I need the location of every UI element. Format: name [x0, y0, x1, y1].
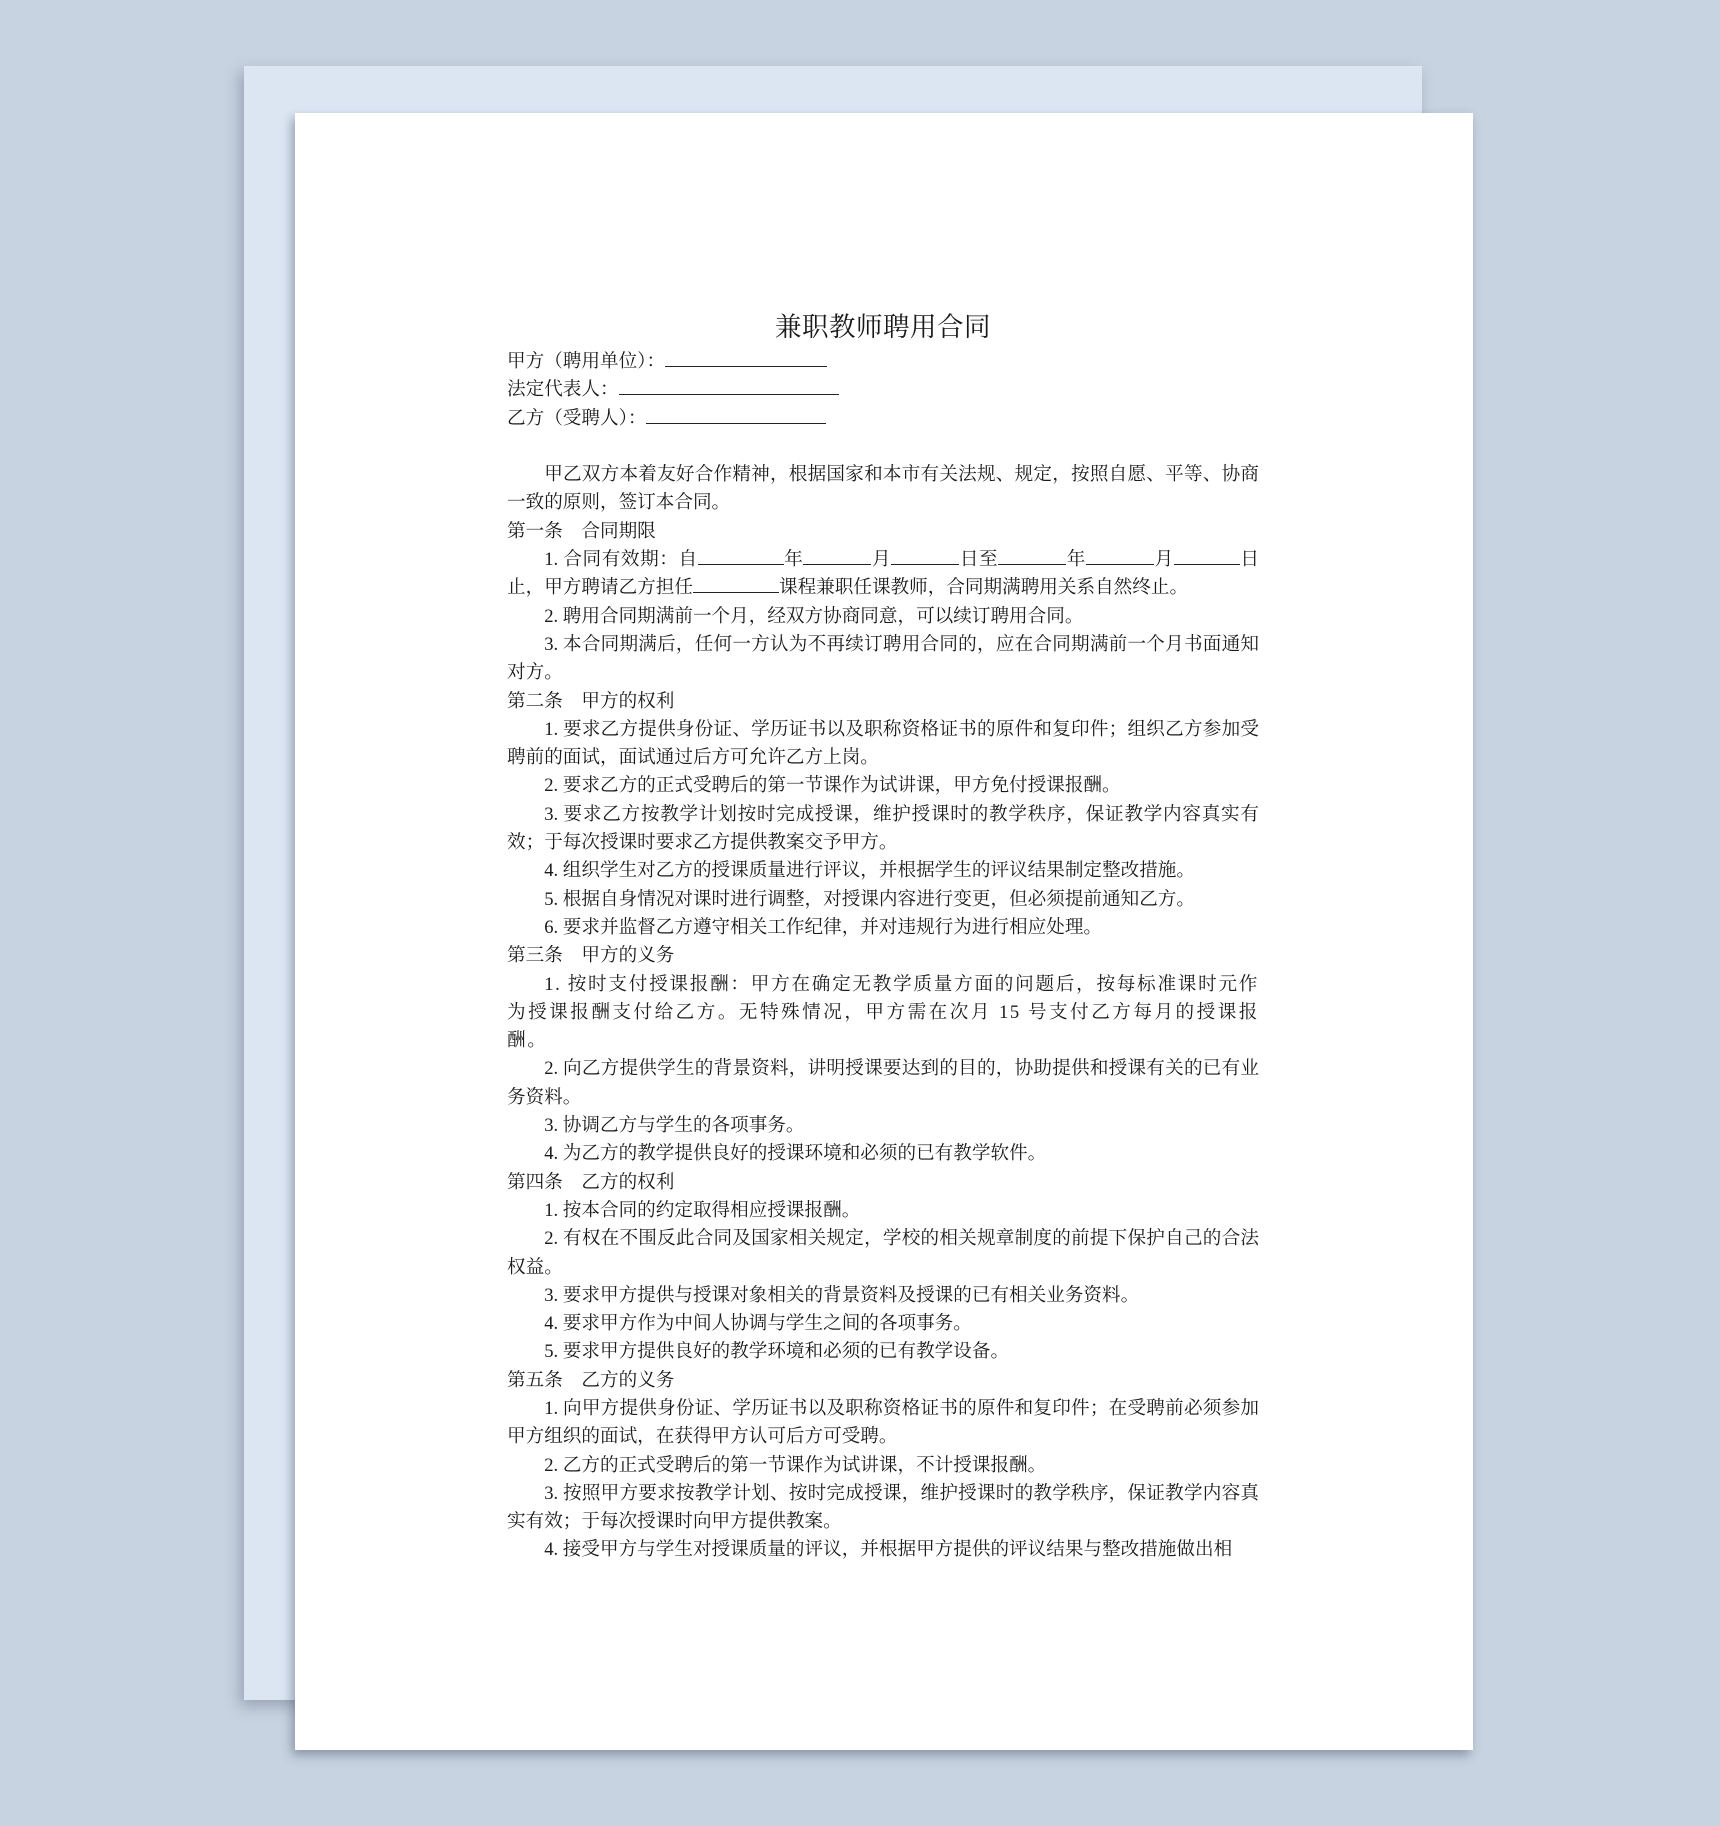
article-1-item-3: 3. 本合同期满后，任何一方认为不再续订聘用合同的，应在合同期满前一个月书面通知对方。 — [507, 633, 1259, 684]
start-year-blank[interactable] — [698, 546, 784, 565]
article-2-item-3: 3. 要求乙方按教学计划按时完成授课，维护授课时的教学秩序，保证教学内容真实有效；于每次授课时要求乙方提供教案交予甲方。 — [507, 803, 1259, 854]
month-label: 月 — [1153, 549, 1174, 571]
document-title: 兼职教师聘用合同 — [775, 312, 991, 342]
day-end-label: 日止， — [507, 549, 1259, 599]
article-4-item-3: 3. 要求甲方提供与授课对象相关的背景资料及授课的已有相关业务资料。 — [544, 1284, 1140, 1306]
article-1-heading: 第一条 合同期限 — [507, 520, 656, 542]
term-prefix: 1. 合同有效期：自 — [544, 549, 698, 571]
year-label: 年 — [1066, 549, 1086, 571]
day-to-label: 日至 — [959, 549, 999, 571]
legal-rep-blank[interactable] — [619, 376, 839, 395]
legal-rep-label: 法定代表人： — [507, 379, 619, 401]
party-a-label: 甲方（聘用单位）： — [507, 351, 666, 372]
article-5-item-4: 4. 接受甲方与学生对授课质量的评议，并根据甲方提供的评议结果与整改措施做出相 — [544, 1539, 1233, 1561]
party-b-blank[interactable] — [646, 405, 826, 424]
article-2-item-6: 6. 要求并监督乙方遵守相关工作纪律，并对违规行为进行相应处理。 — [544, 916, 1103, 938]
article-3-item-1: 1. 按时支付授课报酬：甲方在确定无教学质量方面的问题后，按每标准课时元作为授课报酬支付给乙方。无特殊情况，甲方需在次月 15 号支付乙方每月的授课报酬。 — [507, 973, 1259, 1052]
start-month-blank[interactable] — [803, 546, 871, 565]
article-1-item-2: 2. 聘用合同期满前一个月，经双方协商同意，可以续订聘用合同。 — [544, 605, 1084, 627]
article-5-item-2: 2. 乙方的正式受聘后的第一节课作为试讲课，不计授课报酬。 — [544, 1454, 1047, 1476]
article-2-item-4: 4. 组织学生对乙方的授课质量进行评议，并根据学生的评议结果制定整改措施。 — [544, 860, 1195, 882]
article-4-item-5: 5. 要求甲方提供良好的教学环境和必须的已有教学设备。 — [544, 1341, 1010, 1363]
article-3-item-2: 2. 向乙方提供学生的背景资料，讲明授课要达到的目的，协助提供和授课有关的已有业务资料。 — [507, 1058, 1259, 1108]
party-a-blank[interactable] — [665, 348, 827, 367]
article-5-item-3: 3. 按照甲方要求按教学计划、按时完成授课，维护授课时的教学秩序，保证教学内容真实有效；于每次授课时向甲方提供教案。 — [507, 1482, 1259, 1533]
article-2-item-1: 1. 要求乙方提供身份证、学历证书以及职称资格证书的原件和复印件；组织乙方参加受聘前的面试，面试通过后方可允许乙方上岗。 — [507, 718, 1259, 769]
contract-document — [507, 309, 1259, 1565]
end-year-blank[interactable] — [998, 546, 1066, 565]
article-4-heading: 第四条 乙方的权利 — [507, 1171, 675, 1193]
course-suffix: 课程兼职任课教师，合同期满聘用关系自然终止。 — [778, 577, 1189, 599]
article-5-item-1: 1. 向甲方提供身份证、学历证书以及职称资格证书的原件和复印件；在受聘前必须参加甲方组织的面试，在获得甲方认可后方可受聘。 — [507, 1397, 1259, 1448]
spacer — [507, 433, 1259, 461]
course-prefix: 甲方聘请乙方担任 — [544, 577, 693, 599]
article-3-heading: 第三条 甲方的义务 — [507, 945, 675, 967]
article-4-item-2: 2. 有权在不围反此合同及国家相关规定，学校的相关规章制度的前提下保护自己的合法权益。 — [507, 1228, 1259, 1278]
article-5-heading: 第五条 乙方的义务 — [507, 1369, 675, 1391]
legal-rep-field — [507, 376, 1259, 404]
article-2-heading: 第二条 甲方的权利 — [507, 690, 675, 712]
end-day-blank[interactable] — [1174, 546, 1240, 565]
start-day-blank[interactable] — [891, 546, 959, 565]
year-label: 年 — [783, 549, 804, 571]
front-page-sheet — [295, 113, 1473, 1750]
article-2-item-2: 2. 要求乙方的正式受聘后的第一节课作为试讲课，甲方免付授课报酬。 — [544, 775, 1121, 797]
article-3-item-3: 3. 协调乙方与学生的各项事务。 — [544, 1115, 805, 1137]
party-a-field — [507, 348, 1259, 376]
article-2-item-5: 5. 根据自身情况对课时进行调整，对授课内容进行变更，但必须提前通知乙方。 — [544, 888, 1195, 910]
article-1-item-1 — [507, 546, 1259, 603]
article-4-item-4: 4. 要求甲方作为中间人协调与学生之间的各项事务。 — [544, 1313, 972, 1335]
article-3-item-4: 4. 为乙方的教学提供良好的授课环境和必须的已有教学软件。 — [544, 1143, 1047, 1165]
party-b-label: 乙方（受聘人）： — [507, 407, 647, 429]
end-month-blank[interactable] — [1086, 546, 1154, 565]
article-4-item-1: 1. 按本合同的约定取得相应授课报酬。 — [544, 1199, 861, 1221]
course-blank[interactable] — [693, 574, 779, 593]
preamble-paragraph: 甲乙双方本着友好合作精神，根据国家和本市有关法规、规定，按照自愿、平等、协商一致的原则，签订本合同。 — [507, 464, 1259, 514]
month-label: 月 — [871, 549, 892, 571]
party-b-field — [507, 405, 1259, 433]
